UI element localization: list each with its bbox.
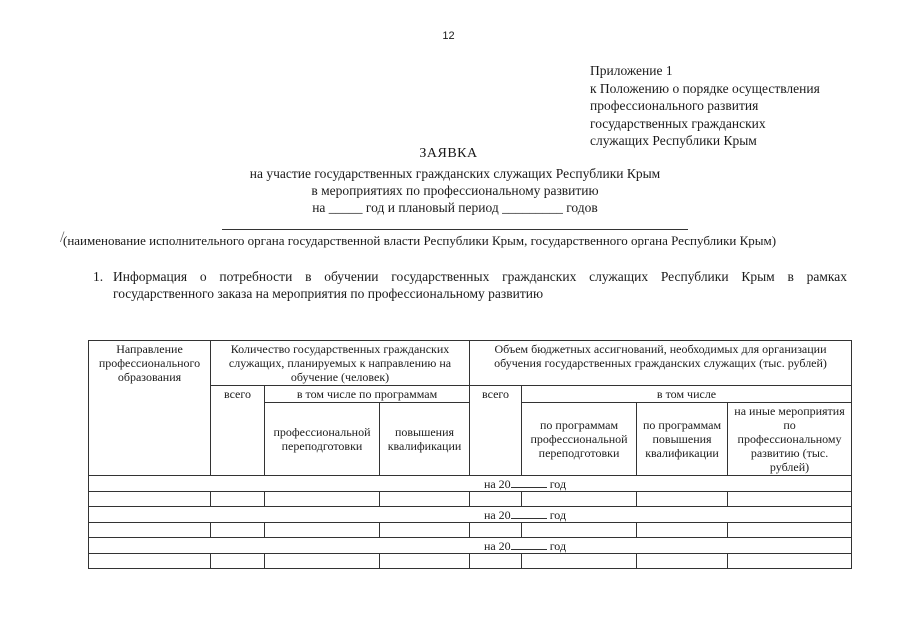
appendix-line: профессионального развития <box>590 98 759 113</box>
year-blank <box>511 538 547 550</box>
section-number: 1. <box>93 269 104 284</box>
header-by-prof-retraining: по программам профессиональной переподготовки <box>522 403 637 476</box>
header-prof-retraining: профессиональной переподготовки <box>265 403 380 476</box>
header-direction: Направление профессионального образования <box>89 341 211 476</box>
year-row <box>89 476 852 492</box>
header-qualification-upgrade: повышения квалификации <box>380 403 470 476</box>
appendix-line: служащих Республики Крым <box>590 133 757 148</box>
appendix-line: государственных гражданских <box>590 115 766 131</box>
section-1-heading <box>93 268 847 302</box>
header-including: в том числе <box>522 386 852 403</box>
page-number: 12 <box>442 30 455 42</box>
year-prefix: на 20 <box>483 477 511 491</box>
appendix-line: к Положению о порядке осуществления <box>590 80 820 96</box>
year-suffix: год <box>549 539 567 553</box>
document-subtitle <box>160 165 750 216</box>
document-title: ЗАЯВКА <box>419 146 478 161</box>
year-suffix: год <box>549 477 567 491</box>
subtitle-line: в мероприятиях по профессиональному развитию <box>311 183 599 198</box>
year-prefix: на 20 <box>483 539 511 553</box>
header-including-programs: в том числе по программам <box>265 386 470 403</box>
header-by-qualification-upgrade: по программам повышения квалификации <box>637 403 728 476</box>
year-prefix: на 20 <box>483 508 511 522</box>
subtitle-line: на участие государственных гражданских служащих Республики Крым <box>249 166 661 181</box>
table-row <box>89 523 852 538</box>
header-budget-group: Объем бюджетных ассигнований, необходимых для организации обучения государственных гражданских служащих (тыс. рублей) <box>470 341 852 386</box>
section-text: Информация о потребности в обучении государственных гражданских служащих Республики Крым в рамках государственного заказа на мероприятия по профессиональному развитию <box>113 269 847 301</box>
header-other-events: на иные мероприятия по профессиональному развитию (тыс. рублей) <box>728 403 852 476</box>
needs-table <box>88 340 852 569</box>
year-row <box>89 507 852 523</box>
year-row <box>89 538 852 554</box>
table-row <box>89 492 852 507</box>
appendix-line: Приложение 1 <box>590 63 673 78</box>
table-row <box>89 554 852 569</box>
header-row-1 <box>89 341 852 386</box>
header-total: всего <box>211 386 265 476</box>
header-quantity-group: Количество государственных гражданских служащих, планируемых к направлению на обучение (человек) <box>211 341 470 386</box>
year-suffix: год <box>549 508 567 522</box>
subtitle-line: на _____ год и плановый период _________ годов <box>312 200 598 215</box>
organization-fill-line <box>222 229 688 230</box>
appendix-block <box>590 62 820 150</box>
organization-caption: (наименование исполнительного органа государственной власти Республики Крым, государственного органа Республики Крым) <box>63 233 777 248</box>
year-blank <box>511 507 547 519</box>
year-blank <box>511 476 547 488</box>
header-budget-total: всего <box>470 386 522 476</box>
pen-mark: / <box>60 229 65 246</box>
